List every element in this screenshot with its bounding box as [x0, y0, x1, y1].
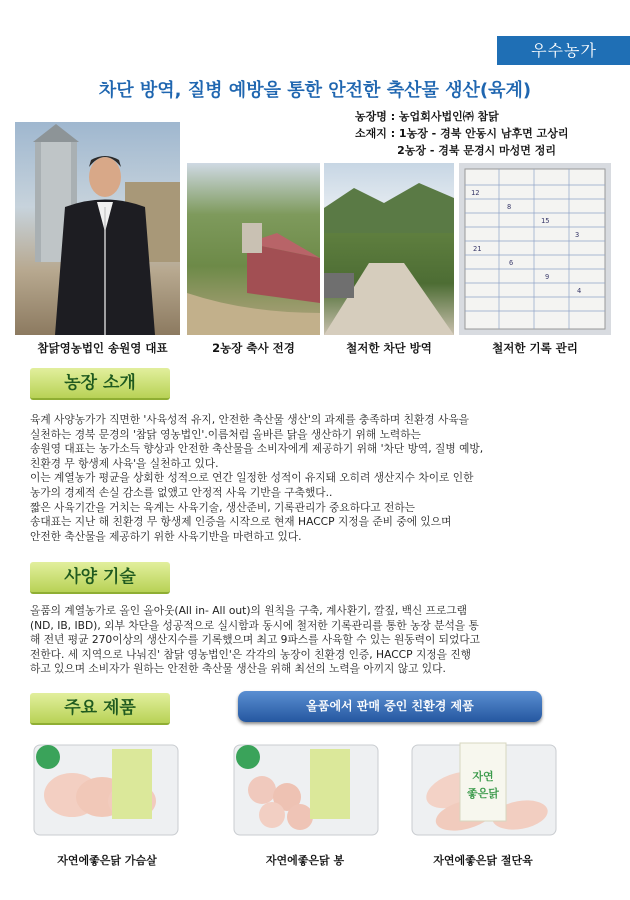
photo-records-caption: 철저한 기록 관리 — [492, 341, 578, 355]
photo-biosecurity-caption: 철저한 차단 방역 — [346, 341, 432, 355]
eco-products-banner: 올품에서 판매 중인 친환경 제품 — [238, 691, 542, 722]
product-breast-caption: 자연에좋은닭 가슴살 — [57, 854, 157, 867]
svg-text:좋은닭: 좋은닭 — [467, 787, 499, 800]
product-cut — [410, 735, 558, 840]
photo-records — [459, 163, 611, 335]
farm-location-1: 소재지 : 1농장 - 경북 안동시 남후면 고상리 — [355, 127, 569, 140]
section-intro-label: 농장 소개 — [64, 373, 136, 393]
svg-text:12: 12 — [471, 189, 480, 197]
photo-farmer — [15, 122, 180, 335]
page-title: 차단 방역, 질병 예방을 통한 안전한 축산물 생산(육계) — [98, 80, 532, 101]
product-cut-caption: 자연에좋은닭 절단육 — [433, 854, 533, 867]
farm-info — [355, 108, 568, 159]
svg-text:자연: 자연 — [472, 770, 494, 783]
section-header-tech — [30, 562, 170, 594]
svg-text:21: 21 — [473, 245, 482, 253]
tech-paragraph: 올품의 계열농가로 올인 올아웃(All in- All out)의 원칙을 구축, 계사환기, 깔짚, 백신 프로그램 (ND, IB, IBD), 외부 차단을 성공적으로 실시함과 동시에 철저한 기록관리를 통한 농장 분석을 통 해 전년 평균 270이상의 생산지수를 기록했으며 최고 9파스를 사육할 수 있는 원동력이 되었다고 전한다. 세 지역으로 나눠진' 참닭 영농법인'은 각각의 농장이 친환경 인증, HACCP 지정을 진행 하고 있으며 소비자가 원하는 안전한 축산물 생산을 위해 최선의 노력을 아끼지 않고 있다. — [30, 604, 480, 676]
section-header-intro — [30, 368, 170, 400]
product-breast — [32, 735, 180, 840]
product-wing — [232, 735, 380, 840]
photo-farm-view-caption: 2농장 축사 전경 — [212, 341, 295, 355]
svg-text:9: 9 — [545, 273, 550, 281]
photo-farm-view — [187, 163, 320, 335]
svg-text:4: 4 — [577, 287, 582, 295]
product-wing-caption: 자연에좋은닭 봉 — [265, 854, 345, 867]
intro-paragraph: 육계 사양농가가 직면한 '사육성적 유지, 안전한 축산물 생산'의 과제를 충족하며 친환경 사육을 실천하는 경북 문경의 '참닭 영농법인'.이름처럼 올바른 닭을 생산하기 위해 노력하는 송원영 대표는 농가소득 향상과 안전한 축산물을 소비자에게 제공하기 위해 '차단 방역, 질병 예방, 친환경 무 항생제 사육'을 실천하고 있다. 이는 계열농가 평균을 상회한 성적으로 연간 일정한 성적이 유지돼 오히려 생산지수 차이로 인한 농가의 경제적 손실 감소를 없앴고 안정적 사육 기반을 구축했다.. 짧은 사육기간을 거치는 육계는 사육기술, 생산준비, 기록관리가 중요하다고 전하는 송대표는 지난 해 친환경 무 항생제 인증을 시작으로 현재 HACCP 지정을 준비 중에 있으며 안전한 축산물을 제공하기 위한 사육기반을 마련하고 있다. — [30, 413, 484, 543]
svg-text:15: 15 — [541, 217, 550, 225]
category-badge: 우수농가 — [497, 36, 630, 65]
farm-name: 농장명 : 농업회사법인㈜ 참닭 — [355, 110, 499, 123]
svg-text:8: 8 — [507, 203, 512, 211]
svg-text:3: 3 — [575, 231, 580, 239]
section-header-products — [30, 693, 170, 725]
photo-biosecurity — [324, 163, 454, 335]
photo-farmer-caption: 참닭영농법인 송원영 대표 — [37, 341, 168, 355]
section-products-label: 주요 제품 — [64, 698, 136, 718]
section-tech-label: 사양 기술 — [64, 567, 136, 587]
svg-text:6: 6 — [509, 259, 514, 267]
farm-location-2: 2농장 - 경북 문경시 마성면 정리 — [355, 144, 557, 157]
